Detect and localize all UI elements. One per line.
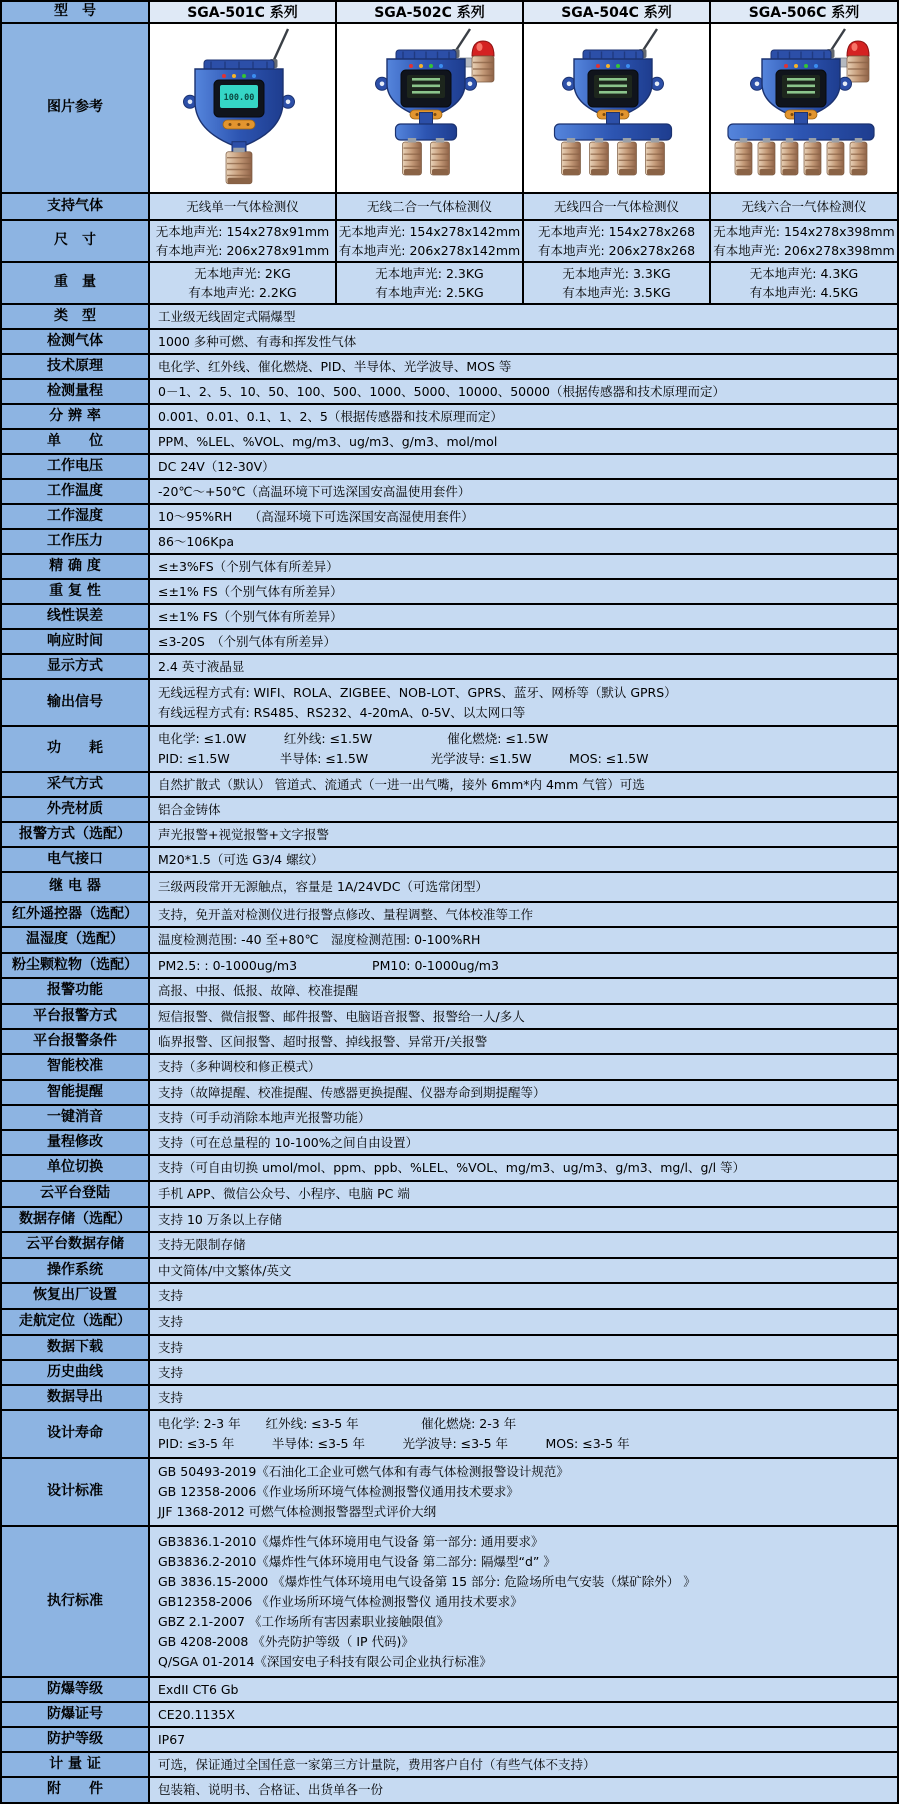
spec-row-label: 检测气体	[1, 329, 149, 354]
spec-row-label: 量程修改	[1, 1130, 149, 1155]
spec-value-line: GB3836.1-2010《爆炸性气体环境用电气设备 第一部分: 通用要求》	[158, 1533, 544, 1549]
spec-value-line: 有本地声光: 206x278x398mm	[713, 243, 895, 258]
model-header-cell: SGA-502C 系列	[336, 1, 523, 23]
spec-value-cell	[149, 1029, 898, 1054]
svg-text:100.00: 100.00	[223, 93, 255, 103]
spec-value-line: 有线远程方式有: RS485、RS232、4-20mA、0-5V、以太网口等	[158, 704, 526, 720]
spec-row	[1, 529, 898, 554]
spec-value-line: 无本地声光: 3.3KG	[562, 266, 671, 281]
spec-value-cell	[149, 1777, 898, 1803]
spec-value-line: 电化学、红外线、催化燃烧、PID、半导体、光学波导、MOS 等	[158, 358, 512, 374]
spec-value-line: 可选，保证通过全国任意一家第三方计量院，费用客户自付（有些气体不支持）	[158, 1756, 596, 1772]
spec-value-cell	[149, 872, 898, 902]
spec-value-line: 声光报警+视觉报警+文字报警	[158, 826, 329, 842]
spec-value-line: 中文简体/中文繁体/英文	[158, 1262, 292, 1278]
spec-value-line: 无本地声光: 154x278x398mm	[713, 224, 895, 239]
spec-row	[1, 1458, 898, 1526]
spec-value-cell	[149, 329, 898, 354]
spec-value-line: GB12358-2006 《作业场所环境气体检测报警仪 通用技术要求》	[158, 1593, 523, 1609]
spec-value-cell	[149, 262, 336, 304]
spec-row-label: 外壳材质	[1, 797, 149, 822]
spec-row-label: 操作系统	[1, 1258, 149, 1283]
spec-row	[1, 1232, 898, 1258]
product-image-cell	[336, 23, 523, 193]
spec-row-label: 数据下载	[1, 1335, 149, 1360]
spec-row	[1, 1080, 898, 1105]
spec-row-label: 继 电 器	[1, 872, 149, 902]
spec-row-label: 检测量程	[1, 379, 149, 404]
spec-value-line: 有本地声光: 2.5KG	[375, 285, 484, 300]
spec-value-line: 10～95%RH （高湿环境下可选深国安高湿使用套件）	[158, 508, 474, 524]
spec-value-line: 支持	[158, 1389, 184, 1405]
spec-value-cell	[710, 262, 898, 304]
spec-value-line: GB 3836.15-2000 《爆炸性气体环境用电气设备第 15 部分: 危险场所电气安装（煤矿除外） 》	[158, 1573, 696, 1589]
spec-row	[1, 404, 898, 429]
spec-row	[1, 1702, 898, 1727]
spec-value-line: 无线二合一气体检测仪	[366, 199, 492, 214]
spec-value-line: 1000 多种可燃、有毒和挥发性气体	[158, 333, 357, 349]
spec-row-label: 防爆证号	[1, 1702, 149, 1727]
spec-row	[1, 953, 898, 978]
spec-row-label: 单位切换	[1, 1155, 149, 1181]
spec-value-line: DC 24V（12-30V）	[158, 458, 275, 474]
spec-value-cell	[149, 1283, 898, 1309]
spec-row-label: 线性误差	[1, 604, 149, 629]
spec-row	[1, 554, 898, 579]
spec-value-cell	[149, 1410, 898, 1458]
spec-value-line: GB 50493-2019《石油化工企业可燃气体和有毒气体检测报警设计规范》	[158, 1464, 569, 1479]
spec-value-line: ≤±1% FS（个别气体有所差异）	[158, 583, 343, 599]
spec-value-cell	[149, 579, 898, 604]
spec-value-cell	[336, 193, 523, 220]
spec-row	[1, 1258, 898, 1283]
spec-value-line: IP67	[158, 1731, 186, 1747]
spec-value-cell	[149, 654, 898, 679]
spec-row	[1, 1410, 898, 1458]
spec-row-label: 工作温度	[1, 479, 149, 504]
spec-row-label: 技术原理	[1, 354, 149, 379]
spec-value-cell	[149, 953, 898, 978]
spec-value-cell	[149, 1181, 898, 1207]
spec-value-line: 有本地声光: 206x278x268	[537, 243, 696, 258]
model-header-cell: SGA-501C 系列	[149, 1, 336, 23]
spec-value-cell	[149, 1727, 898, 1752]
spec-row-label: 云平台登陆	[1, 1181, 149, 1207]
spec-row-label: 云平台数据存储	[1, 1232, 149, 1258]
spec-row-label: 重 复 性	[1, 579, 149, 604]
spec-row	[1, 1752, 898, 1777]
spec-row	[1, 1526, 898, 1677]
spec-row-label: 显示方式	[1, 654, 149, 679]
spec-value-cell	[149, 554, 898, 579]
spec-value-cell	[149, 978, 898, 1004]
spec-value-line: 高报、中报、低报、故障、校准提醒	[158, 983, 359, 998]
spec-value-cell	[149, 529, 898, 554]
spec-row-label: 数据导出	[1, 1385, 149, 1410]
spec-value-line: Q/SGA 01-2014《深国安电子科技有限公司企业执行标准》	[158, 1653, 492, 1669]
spec-value-cell	[336, 262, 523, 304]
spec-value-cell	[149, 927, 898, 953]
spec-value-cell	[523, 193, 710, 220]
spec-row	[1, 454, 898, 479]
spec-row	[1, 872, 898, 902]
spec-value-line: GB 12358-2006《作业场所环境气体检测报警仪通用技术要求》	[158, 1484, 519, 1499]
spec-row	[1, 1029, 898, 1054]
spec-value-line: 包装箱、说明书、合格证、出货单各一份	[158, 1782, 384, 1797]
spec-value-cell	[149, 404, 898, 429]
spec-row	[1, 1283, 898, 1309]
spec-value-cell	[149, 304, 898, 329]
spec-value-line: 铝合金铸体	[158, 801, 221, 817]
spec-value-line: JJF 1368-2012 可燃气体检测报警器型式评价大纲	[158, 1504, 437, 1519]
spec-value-cell	[710, 220, 898, 262]
spec-value-line: 电化学: 2-3 年 红外线: ≤3-5 年 催化燃烧: 2-3 年	[158, 1416, 517, 1431]
spec-value-cell	[149, 772, 898, 797]
spec-value-line: 无本地声光: 2.3KG	[375, 266, 484, 281]
spec-row	[1, 1054, 898, 1080]
spec-row	[1, 1335, 898, 1360]
spec-row-label: 报警方式（选配）	[1, 822, 149, 847]
spec-row-label: 防爆等级	[1, 1677, 149, 1702]
spec-value-cell	[149, 1004, 898, 1029]
spec-value-line: 无线四合一气体检测仪	[553, 199, 679, 214]
spec-value-line: 支持无限制存储	[158, 1237, 246, 1252]
spec-row-label: 电气接口	[1, 847, 149, 872]
spec-value-line: 有本地声光: 206x278x91mm	[155, 243, 330, 258]
spec-value-line: ≤3-20S （个别气体有所差异）	[158, 633, 337, 649]
spec-value-cell	[523, 220, 710, 262]
spec-row	[1, 679, 898, 726]
spec-row-label: 采气方式	[1, 772, 149, 797]
spec-row-label: 重 量	[1, 262, 149, 304]
spec-row-label: 智能校准	[1, 1054, 149, 1080]
spec-row-label: 工作电压	[1, 454, 149, 479]
spec-value-cell	[149, 1054, 898, 1080]
spec-value-cell	[149, 847, 898, 872]
spec-value-line: 无本地声光: 154x278x268	[537, 224, 696, 239]
spec-value-cell	[149, 1335, 898, 1360]
spec-value-cell	[149, 797, 898, 822]
spec-row	[1, 726, 898, 772]
spec-row	[1, 772, 898, 797]
spec-row-label: 执行标准	[1, 1526, 149, 1677]
spec-value-line: ≤±1% FS（个别气体有所差异）	[158, 608, 343, 624]
spec-value-line: 支持（多种调校和修正模式）	[158, 1059, 321, 1074]
spec-row-label: 走航定位（选配）	[1, 1309, 149, 1335]
spec-row-label: 设计标准	[1, 1458, 149, 1526]
spec-value-line: -20℃～+50℃（高温环境下可选深国安高温使用套件）	[158, 483, 471, 499]
spec-value-cell	[149, 379, 898, 404]
spec-value-line: 电化学: ≤1.0W 红外线: ≤1.5W 催化燃烧: ≤1.5W	[158, 731, 549, 746]
spec-value-cell	[149, 726, 898, 772]
spec-value-line: 有本地声光: 3.5KG	[562, 285, 671, 300]
product-image-cell	[523, 23, 710, 193]
spec-value-line: 无本地声光: 154x278x142mm	[338, 224, 521, 239]
spec-value-line: 支持	[158, 1288, 184, 1303]
spec-value-cell	[149, 193, 336, 220]
spec-row	[1, 1777, 898, 1803]
spec-value-line: GB 4208-2008 《外壳防护等级（ IP 代码)》	[158, 1633, 414, 1649]
spec-value-cell	[149, 1155, 898, 1181]
spec-row-label: 设计寿命	[1, 1410, 149, 1458]
spec-row	[1, 579, 898, 604]
gas-detector-hex-icon	[713, 24, 896, 188]
spec-row	[1, 1360, 898, 1385]
spec-row	[1, 193, 898, 220]
spec-row	[1, 978, 898, 1004]
spec-value-line: PM2.5: : 0-1000ug/m3 PM10: 0-1000ug/m3	[158, 957, 499, 973]
spec-row-label: 尺 寸	[1, 220, 149, 262]
spec-row	[1, 354, 898, 379]
spec-row-label: 智能提醒	[1, 1080, 149, 1105]
spec-value-line: 支持，免开盖对检测仪进行报警点修改、量程调整、气体校准等工作	[158, 906, 534, 922]
spec-value-cell	[149, 454, 898, 479]
spec-value-line: 有本地声光: 206x278x142mm	[338, 243, 521, 258]
spec-row	[1, 1385, 898, 1410]
spec-row-label: 温湿度（选配）	[1, 927, 149, 953]
product-image-row	[1, 23, 898, 193]
spec-value-line: 自然扩散式（默认） 管道式、流通式（一进一出气嘴，接外 6mm*内 4mm 气管）可选	[158, 776, 645, 792]
spec-value-line: 有本地声光: 2.2KG	[188, 285, 297, 300]
spec-value-line: 0－1、2、5、10、50、100、500、1000、5000、10000、50000（根据传感器和技术原理而定）	[158, 383, 725, 399]
spec-row-label: 数据存储（选配）	[1, 1207, 149, 1232]
spec-value-line: 工业级无线固定式隔爆型	[158, 308, 296, 324]
spec-row	[1, 629, 898, 654]
gas-detector-dual-icon	[338, 24, 521, 188]
spec-value-cell	[149, 1360, 898, 1385]
spec-row	[1, 927, 898, 953]
spec-value-line: 86～106Kpa	[158, 533, 235, 549]
spec-row	[1, 1105, 898, 1130]
spec-row-label: 防护等级	[1, 1727, 149, 1752]
spec-value-cell	[149, 354, 898, 379]
spec-value-line: 支持（可自由切换 umol/mol、ppm、ppb、%LEL、%VOL、mg/m3、ug/m3、g/m3、mg/l、g/l 等）	[158, 1160, 746, 1175]
spec-value-line: 支持 10 万条以上存储	[158, 1211, 282, 1227]
spec-value-line: CE20.1135X	[158, 1706, 235, 1722]
spec-row	[1, 1181, 898, 1207]
spec-row	[1, 329, 898, 354]
spec-value-line: PPM、%LEL、%VOL、mg/m3、ug/m3、g/m3、mol/mol	[158, 433, 498, 449]
model-header-cell: SGA-504C 系列	[523, 1, 710, 23]
spec-row	[1, 220, 898, 262]
spec-row	[1, 797, 898, 822]
gas-detector-quad-icon	[525, 24, 708, 188]
spec-row-label: 粉尘颗粒物（选配）	[1, 953, 149, 978]
spec-row	[1, 604, 898, 629]
spec-row	[1, 429, 898, 454]
spec-row	[1, 1004, 898, 1029]
spec-value-cell	[149, 1130, 898, 1155]
spec-value-cell	[149, 1207, 898, 1232]
spec-value-line: 温度检测范围: -40 至+80℃ 湿度检测范围: 0-100%RH	[158, 932, 481, 947]
spec-row	[1, 1677, 898, 1702]
spec-row-label: 输出信号	[1, 679, 149, 726]
spec-row-label: 工作湿度	[1, 504, 149, 529]
spec-value-line: GB3836.2-2010《爆炸性气体环境用电气设备 第二部分: 隔爆型“d” 》	[158, 1553, 556, 1569]
spec-row-label: 计 量 证	[1, 1752, 149, 1777]
spec-row	[1, 1207, 898, 1232]
spec-value-line: ExdII CT6 Gb	[158, 1681, 239, 1697]
spec-value-line: 支持	[158, 1314, 184, 1329]
spec-value-line: PID: ≤3-5 年 半导体: ≤3-5 年 光学波导: ≤3-5 年 MOS: ≤3-5 年	[158, 1436, 630, 1451]
spec-value-line: 支持（故障提醒、校准提醒、传感器更换提醒、仪器寿命到期提醒等）	[158, 1084, 546, 1100]
spec-value-line: 2.4 英寸液晶显	[158, 658, 245, 674]
product-image-cell	[710, 23, 898, 193]
spec-row-label: 分 辨 率	[1, 404, 149, 429]
spec-value-cell	[149, 1309, 898, 1335]
spec-row	[1, 304, 898, 329]
spec-value-line: 临界报警、区间报警、超时报警、掉线报警、异常开/关报警	[158, 1033, 488, 1049]
spec-value-cell	[149, 1385, 898, 1410]
spec-row	[1, 379, 898, 404]
spec-row-label: 红外遥控器（选配）	[1, 902, 149, 927]
spec-value-cell	[149, 1232, 898, 1258]
spec-value-cell	[149, 429, 898, 454]
spec-value-cell	[523, 262, 710, 304]
spec-value-cell	[149, 629, 898, 654]
spec-value-line: ≤±3%FS（个别气体有所差异）	[158, 558, 339, 574]
spec-value-line: 0.001、0.01、0.1、1、2、5（根据传感器和技术原理而定）	[158, 408, 503, 424]
spec-row-label: 恢复出厂设置	[1, 1283, 149, 1309]
spec-value-cell	[149, 1677, 898, 1702]
spec-row	[1, 1727, 898, 1752]
spec-row	[1, 822, 898, 847]
spec-value-cell	[149, 1752, 898, 1777]
spec-row-label: 附 件	[1, 1777, 149, 1803]
spec-value-line: GBZ 2.1-2007 《工作场所有害因素职业接触限值》	[158, 1613, 449, 1629]
spec-value-cell	[149, 1458, 898, 1526]
spec-row-label: 功 耗	[1, 726, 149, 772]
spec-row	[1, 847, 898, 872]
spec-value-cell	[149, 1702, 898, 1727]
spec-row-label: 一键消音	[1, 1105, 149, 1130]
spec-row-label: 精 确 度	[1, 554, 149, 579]
spec-value-line: 短信报警、微信报警、邮件报警、电脑语音报警、报警给一人/多人	[158, 1008, 525, 1024]
spec-value-cell	[149, 1258, 898, 1283]
spec-value-cell	[336, 220, 523, 262]
spec-value-cell	[149, 1080, 898, 1105]
spec-value-cell	[149, 822, 898, 847]
spec-row-label: 平台报警方式	[1, 1004, 149, 1029]
spec-row-label: 响应时间	[1, 629, 149, 654]
spec-row-label: 报警功能	[1, 978, 149, 1004]
spec-value-line: 支持	[158, 1364, 184, 1380]
spec-value-cell	[710, 193, 898, 220]
spec-value-line: PID: ≤1.5W 半导体: ≤1.5W 光学波导: ≤1.5W MOS: ≤1.5W	[158, 751, 649, 766]
spec-row	[1, 902, 898, 927]
spec-value-line: 无线远程方式有: WIFI、ROLA、ZIGBEE、NOB-LOT、GPRS、蓝牙、网桥等（默认 GPRS）	[158, 684, 677, 700]
spec-row-label: 支持气体	[1, 193, 149, 220]
spec-value-cell	[149, 1526, 898, 1677]
spec-value-line: 手机 APP、微信公众号、小程序、电脑 PC 端	[158, 1186, 410, 1201]
spec-value-cell	[149, 1105, 898, 1130]
model-header-cell: SGA-506C 系列	[710, 1, 898, 23]
spec-value-cell	[149, 220, 336, 262]
spec-value-cell	[149, 902, 898, 927]
spec-row	[1, 479, 898, 504]
spec-value-cell	[149, 679, 898, 726]
spec-value-line: 无本地声光: 154x278x91mm	[155, 224, 330, 239]
spec-value-line: 支持（可在总量程的 10-100%之间自由设置）	[158, 1134, 419, 1150]
spec-value-line: 有本地声光: 4.5KG	[749, 285, 859, 300]
spec-row-label: 类 型	[1, 304, 149, 329]
spec-value-line: 无本地声光: 2KG	[194, 266, 291, 281]
spec-row	[1, 654, 898, 679]
spec-value-cell	[149, 479, 898, 504]
spec-row	[1, 262, 898, 304]
spec-row-label: 历史曲线	[1, 1360, 149, 1385]
spec-value-line: 三级两段常开无源触点，容量是 1A/24VDC（可选常闭型）	[158, 879, 488, 894]
spec-row	[1, 1155, 898, 1181]
spec-row	[1, 1130, 898, 1155]
gas-detector-single-icon	[151, 24, 334, 188]
spec-value-line: 支持	[158, 1339, 184, 1355]
model-column-label: 型 号	[1, 1, 149, 23]
product-image-cell	[149, 23, 336, 193]
spec-value-line: 无本地声光: 4.3KG	[749, 266, 859, 281]
spec-row-label: 工作压力	[1, 529, 149, 554]
spec-row-label: 单 位	[1, 429, 149, 454]
spec-row	[1, 1309, 898, 1335]
spec-value-line: 支持（可手动消除本地声光报警功能）	[158, 1109, 371, 1125]
spec-value-line: M20*1.5（可选 G3/4 螺纹）	[158, 851, 324, 867]
image-row-label: 图片参考	[1, 23, 149, 193]
spec-row	[1, 504, 898, 529]
spec-row-label: 平台报警条件	[1, 1029, 149, 1054]
spec-value-line: 无线单一气体检测仪	[186, 199, 299, 214]
spec-table-body	[1, 1, 898, 1803]
spec-value-line: 无线六合一气体检测仪	[741, 199, 867, 214]
model-header-row	[1, 1, 898, 23]
spec-value-cell	[149, 504, 898, 529]
spec-value-cell	[149, 604, 898, 629]
